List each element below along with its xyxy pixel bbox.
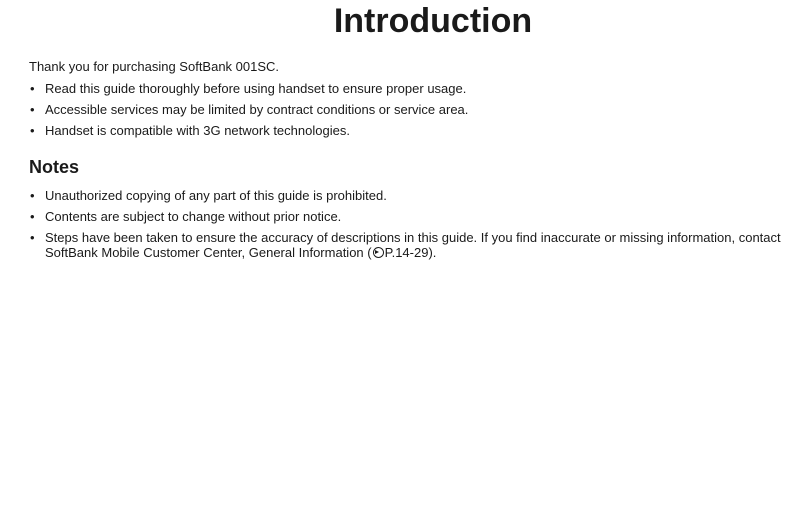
page-title: Introduction [333,2,533,40]
bullet-icon: • [30,102,35,117]
bullet-icon: • [30,81,35,96]
page-reference-arrow-icon [373,247,384,258]
list-item [29,209,808,224]
list-item [29,102,808,117]
notes-heading: Notes [29,157,80,177]
list-item-text: Handset is compatible with 3G network technologies. [45,123,350,138]
bullet-icon: • [30,188,35,203]
list-item [29,81,808,96]
list-item [29,123,808,138]
list-item [29,230,808,260]
list-item [29,188,808,203]
bullet-icon: • [30,123,35,138]
bullet-icon: • [30,230,35,245]
intro-text: Thank you for purchasing SoftBank 001SC. [29,59,280,74]
list-item-suffix: ). [428,245,437,260]
list-item-text: Steps have been taken to ensure the accuracy of descriptions in this guide. If you find inaccurate or missing information, contact SoftBank Mobile Customer Center, General Information ( [45,230,781,260]
intro-bullet-list [29,81,808,144]
list-item-text: Accessible services may be limited by contract conditions or service area. [45,102,469,117]
list-item-text: Unauthorized copying of any part of this guide is prohibited. [45,188,387,203]
notes-bullet-list [29,188,808,266]
page-reference-link[interactable]: P.14-29 [384,245,429,260]
bullet-icon: • [30,209,35,224]
list-item-text: Contents are subject to change without prior notice. [45,209,342,224]
list-item-text: Read this guide thoroughly before using handset to ensure proper usage. [45,81,467,96]
